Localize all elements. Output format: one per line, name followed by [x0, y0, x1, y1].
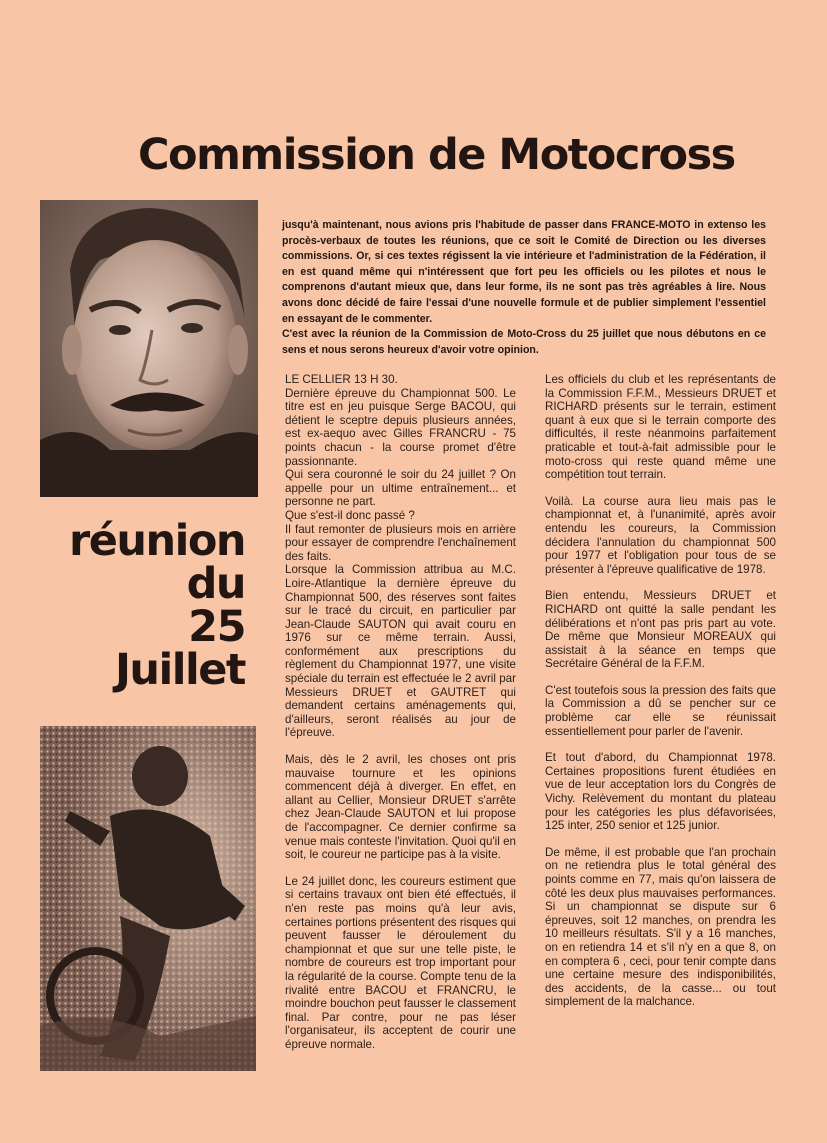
- article-line: Que s'est-il donc passé ?: [285, 508, 415, 522]
- motocross-image: [40, 726, 256, 1071]
- article-paragraph: C'est toutefois sous la pression des faits que la Commission a dû se pencher sur ce problème car elle se réunissait essentiellement pour parler de l'avenir.: [545, 683, 776, 738]
- intro-text: [282, 218, 766, 358]
- article-paragraph: Et tout d'abord, du Championnat 1978. Certaines propositions furent étudiées en vue de leur acceptation lors du Congrès de Vichy. Relèvement du montant du plateau pour les catégories les plus défavorisées, 125 inter, 250 senior et 125 junior.: [545, 751, 776, 833]
- side-heading-line: Juillet: [114, 645, 245, 695]
- article-line: Dernière épreuve du Championnat 500. Le titre est en jeu puisque Serge BACOU, qui détient le sceptre depuis plusieurs années, est ex-aequo avec Gilles FRANCRU - 75 points chacun - la course promet d'être passionnante.: [285, 386, 516, 468]
- article-line: Il faut remonter de plusieurs mois en arrière pour essayer de comprendre l'enchaînement des faits.: [285, 522, 516, 563]
- portrait-photo: [40, 200, 258, 497]
- article-paragraph: Les officiels du club et les représentants de la Commission F.F.M., Messieurs DRUET et RICHARD présents sur le terrain, estiment quant à eux que si le terrain comporte des difficultés, il reste néanmoins parfaitement praticable et tout-à-fait admissible pour le moto-cross qui reste quand même une compétition tout terrain.: [545, 373, 776, 482]
- intro-paragraph: jusqu'à maintenant, nous avions pris l'habitude de passer dans FRANCE-MOTO in extenso les procès-verbaux de toutes les réunions, que ce soit le Comité de Direction ou les diverses commissions. Or, si ces textes régissent la vie intérieure et l'administration de la Fédération, il en est quand même qui n'intéressent que fort peu les officiels ou les pilotes et nous le comprenons d'autant mieux que, dans leur forme, ils ne sont pas très agréables à lire. Nous avons donc décidé de faire l'essai d'une nouvelle formule et de publier simplement l'essentiel en essayant de le commenter.: [282, 219, 766, 325]
- article-paragraph: Le 24 juillet donc, les coureurs estiment que si certains travaux ont bien été effectués, il n'en reste pas moins qu'à leur avis, certaines portions présentent des risques qui peuvent fausser le déroulement du championnat et que sur une telle piste, le nombre de coureurs est trop important pour la régularité de la course. Compte tenu de la rivalité entre BACOU et FRANCRU, le moindre bouchon peut fausser le classement final. Par contre, pour ne pas léser l'organisateur, ils acceptent de courir une épreuve normale.: [285, 874, 516, 1051]
- motocross-photo: [40, 726, 256, 1071]
- article-paragraph: Mais, dès le 2 avril, les choses ont pris mauvaise tournure et les opinions commencent déjà à diverger. En effet, en allant au Cellier, Monsieur DRUET s'arrête chez Jean-Claude SAUTON et lui propose de l'accompagner. Ce dernier confirme sa venue mais conteste l'invitation. Quoi qu'il en soit, le coureur ne participe pas à la visite.: [285, 753, 516, 862]
- article-paragraph: De même, il est probable que l'an prochain on ne retiendra plus le total général des points comme en 77, mais qu'on laissera de côté les deux plus mauvaises performances. Si un championnat se dispute sur 6 épreuves, soit 12 manches, on prendra les 10 meilleurs résultats. S'il y a 16 manches, on en retiendra 14 et s'il n'y en a que 8, on en comptera 6 , ceci, pour tenir compte dans une certaine mesure des indisponibilités, des accidents, de la casse... ou tout simplement de la malchance.: [545, 845, 776, 1009]
- article-line: Qui sera couronné le soir du 24 juillet ? On appelle pour un ultime entraînement... et personne ne part.: [285, 468, 516, 509]
- side-heading-line: 25: [188, 602, 245, 652]
- article-column-1: [285, 373, 516, 1065]
- side-heading-line: du: [186, 559, 245, 609]
- side-heading: [40, 516, 245, 695]
- article-paragraph: Voilà. La course aura lieu mais pas le championnat et, à l'unanimité, après avoir entendu les coureurs, la Commission décidera l'annulation du championnat 500 pour 1977 et l'obligation pour tous de se présenter à l'épreuve qualificative de 1978.: [545, 494, 776, 576]
- side-heading-line: réunion: [69, 516, 245, 566]
- article-line: Lorsque la Commission attribua au M.C. Loire-Atlantique la dernière épreuve du Championnat 500, des réserves sont faites sur le tracé du circuit, en particulier par Jean-Claude SAUTON qui avait couru en 1976 sur ce même terrain. Aussi, conformément aux prescriptions du règlement du Championnat 1977, une visite spéciale du terrain est effectuée le 2 avril par Messieurs DRUET et GAUTRET qui demandent certains aménagements qui, d'ailleurs, seront réalisés au jour de l'épreuve.: [285, 563, 516, 740]
- portrait-image: [40, 200, 258, 497]
- article-column-2: [545, 373, 776, 1022]
- article-paragraph: Bien entendu, Messieurs DRUET et RICHARD ont quitté la salle pendant les délibérations et n'ont pas pris part au vote. De même que Monsieur MOREAUX qui assistait à la séance en temps que Secrétaire Général de la F.F.M.: [545, 589, 776, 671]
- intro-paragraph: C'est avec la réunion de la Commission de Moto-Cross du 25 juillet que nous débutons en ce sens et nous serons heureux d'avoir votre opinion.: [282, 328, 766, 356]
- article-line: LE CELLIER 13 H 30.: [285, 373, 398, 386]
- page-title: Commission de Motocross: [138, 130, 735, 180]
